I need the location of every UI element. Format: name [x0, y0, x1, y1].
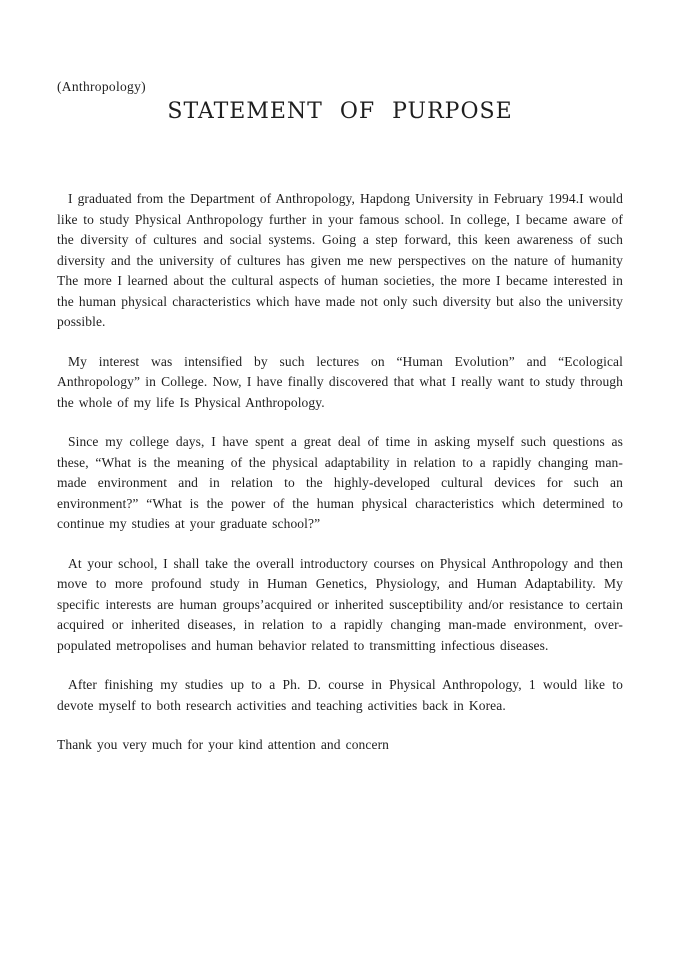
closing-line: Thank you very much for your kind attention and concern — [57, 737, 390, 752]
document-body — [57, 189, 623, 756]
paragraph-future-goals: After finishing my studies up to a Ph. D. course in Physical Anthropology, 1 would like to devote myself to both research activities and teaching activities back in Korea. — [57, 677, 623, 713]
paragraph-introduction: I graduated from the Department of Anthropology, Hapdong University in February 1994.I would like to study Physical Anthropology further in your famous school. In college, I became aware of the diversity of cultures and social systems. Going a step forward, this keen awareness of such diversity and the university of cultures has given me new perspectives on the nature of humanity The more I learned about the cultural aspects of human societies, the more I became interested in the human physical characteristics which have made not only such diversity but also the university possible. — [57, 191, 623, 329]
paragraph-interest: My interest was intensified by such lectures on “Human Evolution” and “Ecological Anthropology” in College. Now, I have finally discovered that what I really want to study through the whole of my life Is Physical Anthropology. — [57, 353, 623, 410]
page-title: STATEMENT OF PURPOSE — [167, 99, 513, 124]
paragraph-study-plan: At your school, I shall take the overall introductory courses on Physical Anthropology and then move to more profound study in Human Genetics, Physiology, and Human Adaptability. My specific interests are human groups’acquired or inherited susceptibility and/or resistance to certain acquired or inherited diseases, in relation to a rapidly changing man-made environment, over-populated metropolises and human behavior related to transmitting infectious diseases. — [57, 555, 623, 653]
category-label: (Anthropology) — [57, 79, 146, 94]
paragraph-questions: Since my college days, I have spent a great deal of time in asking myself such questions as these, “What is the meaning of the physical adaptability in relation to a rapidly changing man-made environment and in relation to the highly-developed cultural devices for such an environment?” “What is the power of the human physical characteristics which determined to continue my studies at your graduate school?” — [57, 434, 623, 531]
